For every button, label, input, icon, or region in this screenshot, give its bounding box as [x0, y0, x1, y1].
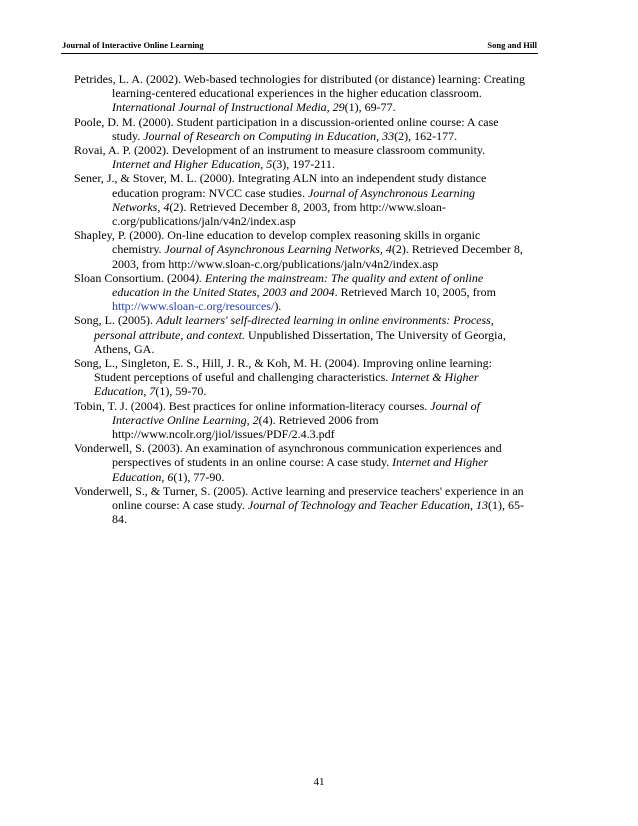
- reference-entry: [74, 171, 526, 228]
- reference-details: ).: [274, 299, 282, 314]
- reference-text: Vonderwell, S., & Turner, S. (2005). Active learning and preservice teachers' experience in an online course: A case study.: [74, 483, 524, 513]
- reference-entry: [74, 143, 526, 171]
- reference-entry: [74, 484, 526, 527]
- reference-details: (2). Retrieved December 8, 2003, from http://www.sloan-c.org/publications/jaln/v4n2/index.asp: [112, 242, 523, 271]
- reference-entry: [74, 115, 526, 143]
- reference-source: ). Entering the mainstream: The quality and extent of online education in the United States, 2003 and 2004: [112, 270, 484, 300]
- reference-entry: [74, 399, 526, 442]
- reference-text: Sloan Consortium. (2004: [74, 270, 196, 285]
- reference-details: (1), 69-77.: [344, 100, 396, 115]
- reference-text: Vonderwell, S. (2003). An examination of asynchronous communication experiences and perspectives of students in an online course: A case study.: [74, 441, 502, 470]
- reference-text: Song, L. (2005).: [74, 313, 156, 328]
- reference-text: Shapley, P. (2000). On-line education to develop complex reasoning skills in organic chemistry.: [74, 228, 481, 257]
- reference-details: Unpublished Dissertation, The University of Georgia, Athens, GA.: [94, 327, 506, 356]
- reference-source: Adult learners' self-directed learning in online environments: Process, personal attribute, and context.: [94, 313, 494, 342]
- reference-details: (2), 162-177.: [394, 128, 458, 143]
- reference-text: Petrides, L. A. (2002). Web-based technologies for distributed (or distance) learning: Creating learning-centered educational experiences in the higher education classroom.: [74, 72, 526, 101]
- journal-title: Journal of Interactive Online Learning: [62, 40, 204, 50]
- reference-details: (3), 197-211.: [272, 157, 335, 172]
- reference-details: (2). Retrieved December 8, 2003, from http://www.sloan-c.org/publications/jaln/v4n2/index.asp: [112, 199, 446, 229]
- reference-text: Sener, J., & Stover, M. L. (2000). Integrating ALN into an independent study distance education program: NVCC case studies.: [74, 171, 487, 200]
- reference-source: Internet and Higher Education, 5: [112, 157, 273, 172]
- reference-entry: [74, 228, 526, 271]
- reference-source: Journal of Asynchronous Learning Networks, 4: [112, 185, 475, 214]
- reference-list: [74, 72, 526, 527]
- reference-text: Tobin, T. J. (2004). Best practices for online information-literacy courses.: [74, 398, 431, 413]
- reference-source: International Journal of Instructional Media, 29: [112, 100, 345, 115]
- reference-entry: [74, 72, 526, 115]
- reference-source: Journal of Technology and Teacher Education, 13: [247, 498, 488, 513]
- reference-text: Poole, D. M. (2000). Student participation in a discussion-oriented online course: A case study.: [74, 114, 499, 143]
- reference-source: Internet and Higher Education, 6: [112, 455, 489, 484]
- reference-entry: [74, 271, 526, 314]
- reference-details: (1), 77-90.: [173, 469, 225, 484]
- reference-entry: [74, 441, 526, 484]
- author-names: Song and Hill: [487, 40, 537, 50]
- reference-text: Song, L., Singleton, E. S., Hill, J. R., & Koh, M. H. (2004). Improving online learning: Student perceptions of useful and challenging characteristics.: [74, 356, 492, 385]
- reference-source: Internet & Higher Education, 7: [94, 370, 479, 399]
- running-header: [61, 39, 538, 54]
- reference-text: Rovai, A. P. (2002). Development of an instrument to measure classroom community.: [74, 143, 486, 158]
- reference-entry: [74, 356, 526, 399]
- reference-entry: [74, 313, 526, 356]
- reference-source: Journal of Research on Computing in Education, 33: [143, 128, 395, 143]
- reference-details: . Retrieved March 10, 2005, from: [334, 285, 496, 300]
- reference-source: Journal of Asynchronous Learning Networks, 4: [164, 242, 392, 257]
- reference-details: (4). Retrieved 2006 from http://www.ncolr.org/jiol/issues/PDF/2.4.3.pdf: [112, 412, 379, 442]
- page-number: 41: [313, 776, 325, 788]
- resources-link[interactable]: http://www.sloan-c.org/resources/: [112, 299, 275, 314]
- reference-details: (1), 59-70.: [155, 384, 207, 399]
- reference-details: (1), 65-84.: [112, 498, 524, 527]
- reference-source: Journal of Interactive Online Learning, 2: [112, 398, 480, 427]
